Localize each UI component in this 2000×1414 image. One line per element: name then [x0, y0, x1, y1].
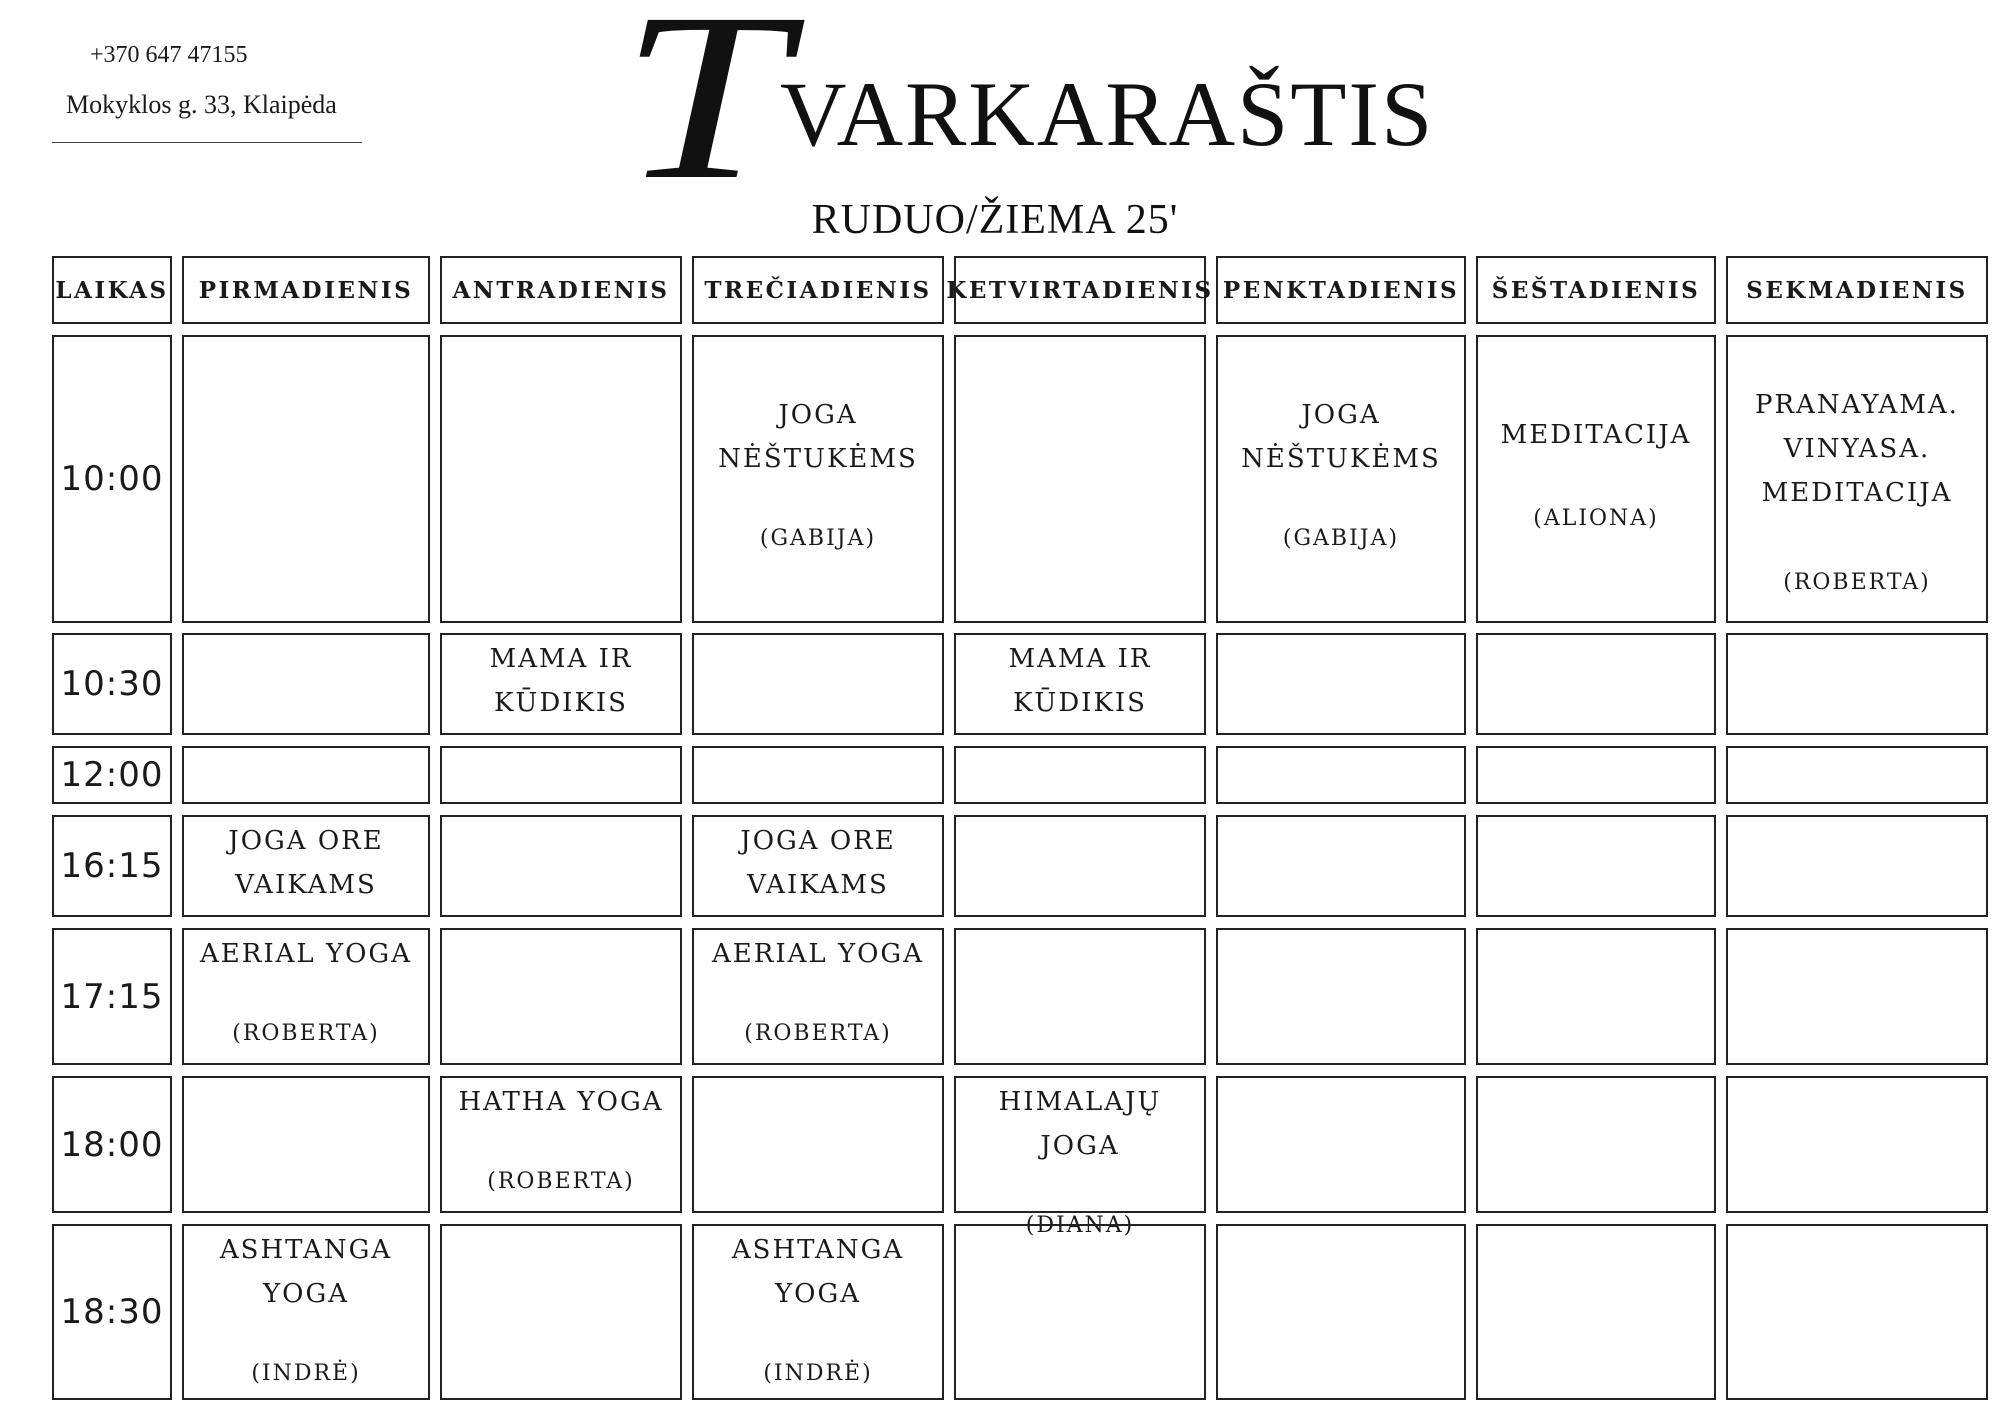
class-cell-empty — [1216, 1076, 1466, 1213]
header-ketvirtadienis: KETVIRTADIENIS — [954, 256, 1206, 324]
class-cell-empty — [1216, 1224, 1466, 1400]
class-instructor: (INDRĖ) — [763, 1361, 873, 1386]
time-slot: 18:30 — [52, 1224, 172, 1400]
class-cell-empty — [1726, 1076, 1988, 1213]
class-instructor: (ROBERTA) — [487, 1169, 635, 1194]
class-cell-empty — [692, 633, 944, 735]
class-cell-empty — [1216, 928, 1466, 1065]
class-cell — [440, 633, 682, 735]
title-text: VARKARAŠTIS — [780, 63, 1435, 165]
class-cell-empty — [440, 746, 682, 804]
time-slot: 10:30 — [52, 633, 172, 735]
class-title: JOGA NĖŠTUKĖMS — [1241, 400, 1441, 474]
class-cell — [692, 335, 944, 623]
class-cell-empty — [954, 746, 1206, 804]
class-title: ASHTANGA YOGA — [219, 1235, 393, 1309]
class-title: AERIAL YOGA — [712, 939, 924, 969]
time-slot: 16:15 — [52, 815, 172, 917]
class-cell — [954, 633, 1206, 735]
class-cell-empty — [1726, 633, 1988, 735]
class-cell-empty — [1726, 928, 1988, 1065]
class-instructor: (ROBERTA) — [232, 1021, 380, 1046]
class-cell — [440, 1076, 682, 1213]
title-initial: T — [620, 0, 787, 229]
class-cell-empty — [1476, 815, 1716, 917]
class-title: MAMA IR KŪDIKIS — [489, 644, 633, 718]
class-title: JOGA NĖŠTUKĖMS — [718, 400, 918, 474]
class-cell-empty — [1476, 633, 1716, 735]
class-cell — [954, 1076, 1206, 1238]
class-instructor: (GABIJA) — [759, 526, 877, 551]
class-instructor: (INDRĖ) — [251, 1361, 361, 1386]
time-slot: 18:00 — [52, 1076, 172, 1213]
class-title: ASHTANGA YOGA — [731, 1235, 905, 1309]
class-cell — [1476, 335, 1716, 623]
class-cell-empty — [182, 633, 430, 735]
class-cell-empty — [1216, 815, 1466, 917]
class-instructor: (ALIONA) — [1533, 506, 1659, 531]
class-instructor: (ROBERTA) — [744, 1021, 892, 1046]
header-pirmadienis: PIRMADIENIS — [182, 256, 430, 324]
header-penktadienis: PENKTADIENIS — [1216, 256, 1466, 324]
class-cell-empty — [182, 1076, 430, 1213]
class-cell-empty — [1476, 746, 1716, 804]
class-cell-empty — [440, 1224, 682, 1400]
class-cell-empty — [1726, 815, 1988, 917]
class-title: JOGA ORE VAIKAMS — [228, 826, 384, 900]
time-slot: 10:00 — [52, 335, 172, 623]
address: Mokyklos g. 33, Klaipėda — [66, 90, 337, 119]
class-instructor: (GABIJA) — [1282, 526, 1400, 551]
class-cell-empty — [440, 335, 682, 623]
class-cell-empty — [954, 815, 1206, 917]
class-cell-empty — [954, 928, 1206, 1065]
class-cell — [182, 815, 430, 917]
class-cell-empty — [1726, 1224, 1988, 1400]
class-cell-empty — [1476, 928, 1716, 1065]
class-title: JOGA ORE VAIKAMS — [740, 826, 896, 900]
class-cell — [692, 815, 944, 917]
class-cell — [182, 1224, 430, 1400]
class-cell-empty — [692, 746, 944, 804]
class-cell-empty — [440, 815, 682, 917]
class-cell-empty — [1216, 746, 1466, 804]
class-title: PRANAYAMA. VINYASA. MEDITACIJA — [1755, 390, 1959, 508]
phone-number: +370 647 47155 — [90, 42, 248, 68]
class-cell — [1726, 335, 1988, 623]
class-cell-empty — [692, 1076, 944, 1213]
class-title: MAMA IR KŪDIKIS — [1008, 644, 1152, 718]
class-title: MEDITACIJA — [1500, 420, 1692, 450]
class-cell-empty — [1476, 1224, 1716, 1400]
class-cell-empty — [954, 1224, 1206, 1400]
class-cell-empty — [1726, 746, 1988, 804]
time-slot: 12:00 — [52, 746, 172, 804]
class-cell-empty — [1216, 633, 1466, 735]
class-cell — [692, 928, 944, 1065]
class-cell-empty — [1476, 1076, 1716, 1213]
header-laikas: LAIKAS — [52, 256, 172, 324]
class-cell-empty — [440, 928, 682, 1065]
class-title: AERIAL YOGA — [200, 939, 412, 969]
class-cell-empty — [182, 746, 430, 804]
header-treciadienis: TREČIADIENIS — [692, 256, 944, 324]
header-antradienis: ANTRADIENIS — [440, 256, 682, 324]
class-cell — [1216, 335, 1466, 623]
class-title: HATHA YOGA — [458, 1087, 664, 1117]
class-cell — [182, 928, 430, 1065]
time-slot: 17:15 — [52, 928, 172, 1065]
class-title: HIMALAJŲ JOGA — [998, 1087, 1162, 1161]
class-cell — [692, 1224, 944, 1400]
header-sekmadienis: SEKMADIENIS — [1726, 256, 1988, 324]
class-instructor: (DIANA) — [1025, 1213, 1135, 1238]
season-subtitle-text: RUDUO/ŽIEMA 25' — [811, 197, 1179, 243]
class-instructor: (ROBERTA) — [1783, 570, 1931, 595]
header-sestadienis: ŠEŠTADIENIS — [1476, 256, 1716, 324]
class-cell-empty — [954, 335, 1206, 623]
class-cell-empty — [182, 335, 430, 623]
